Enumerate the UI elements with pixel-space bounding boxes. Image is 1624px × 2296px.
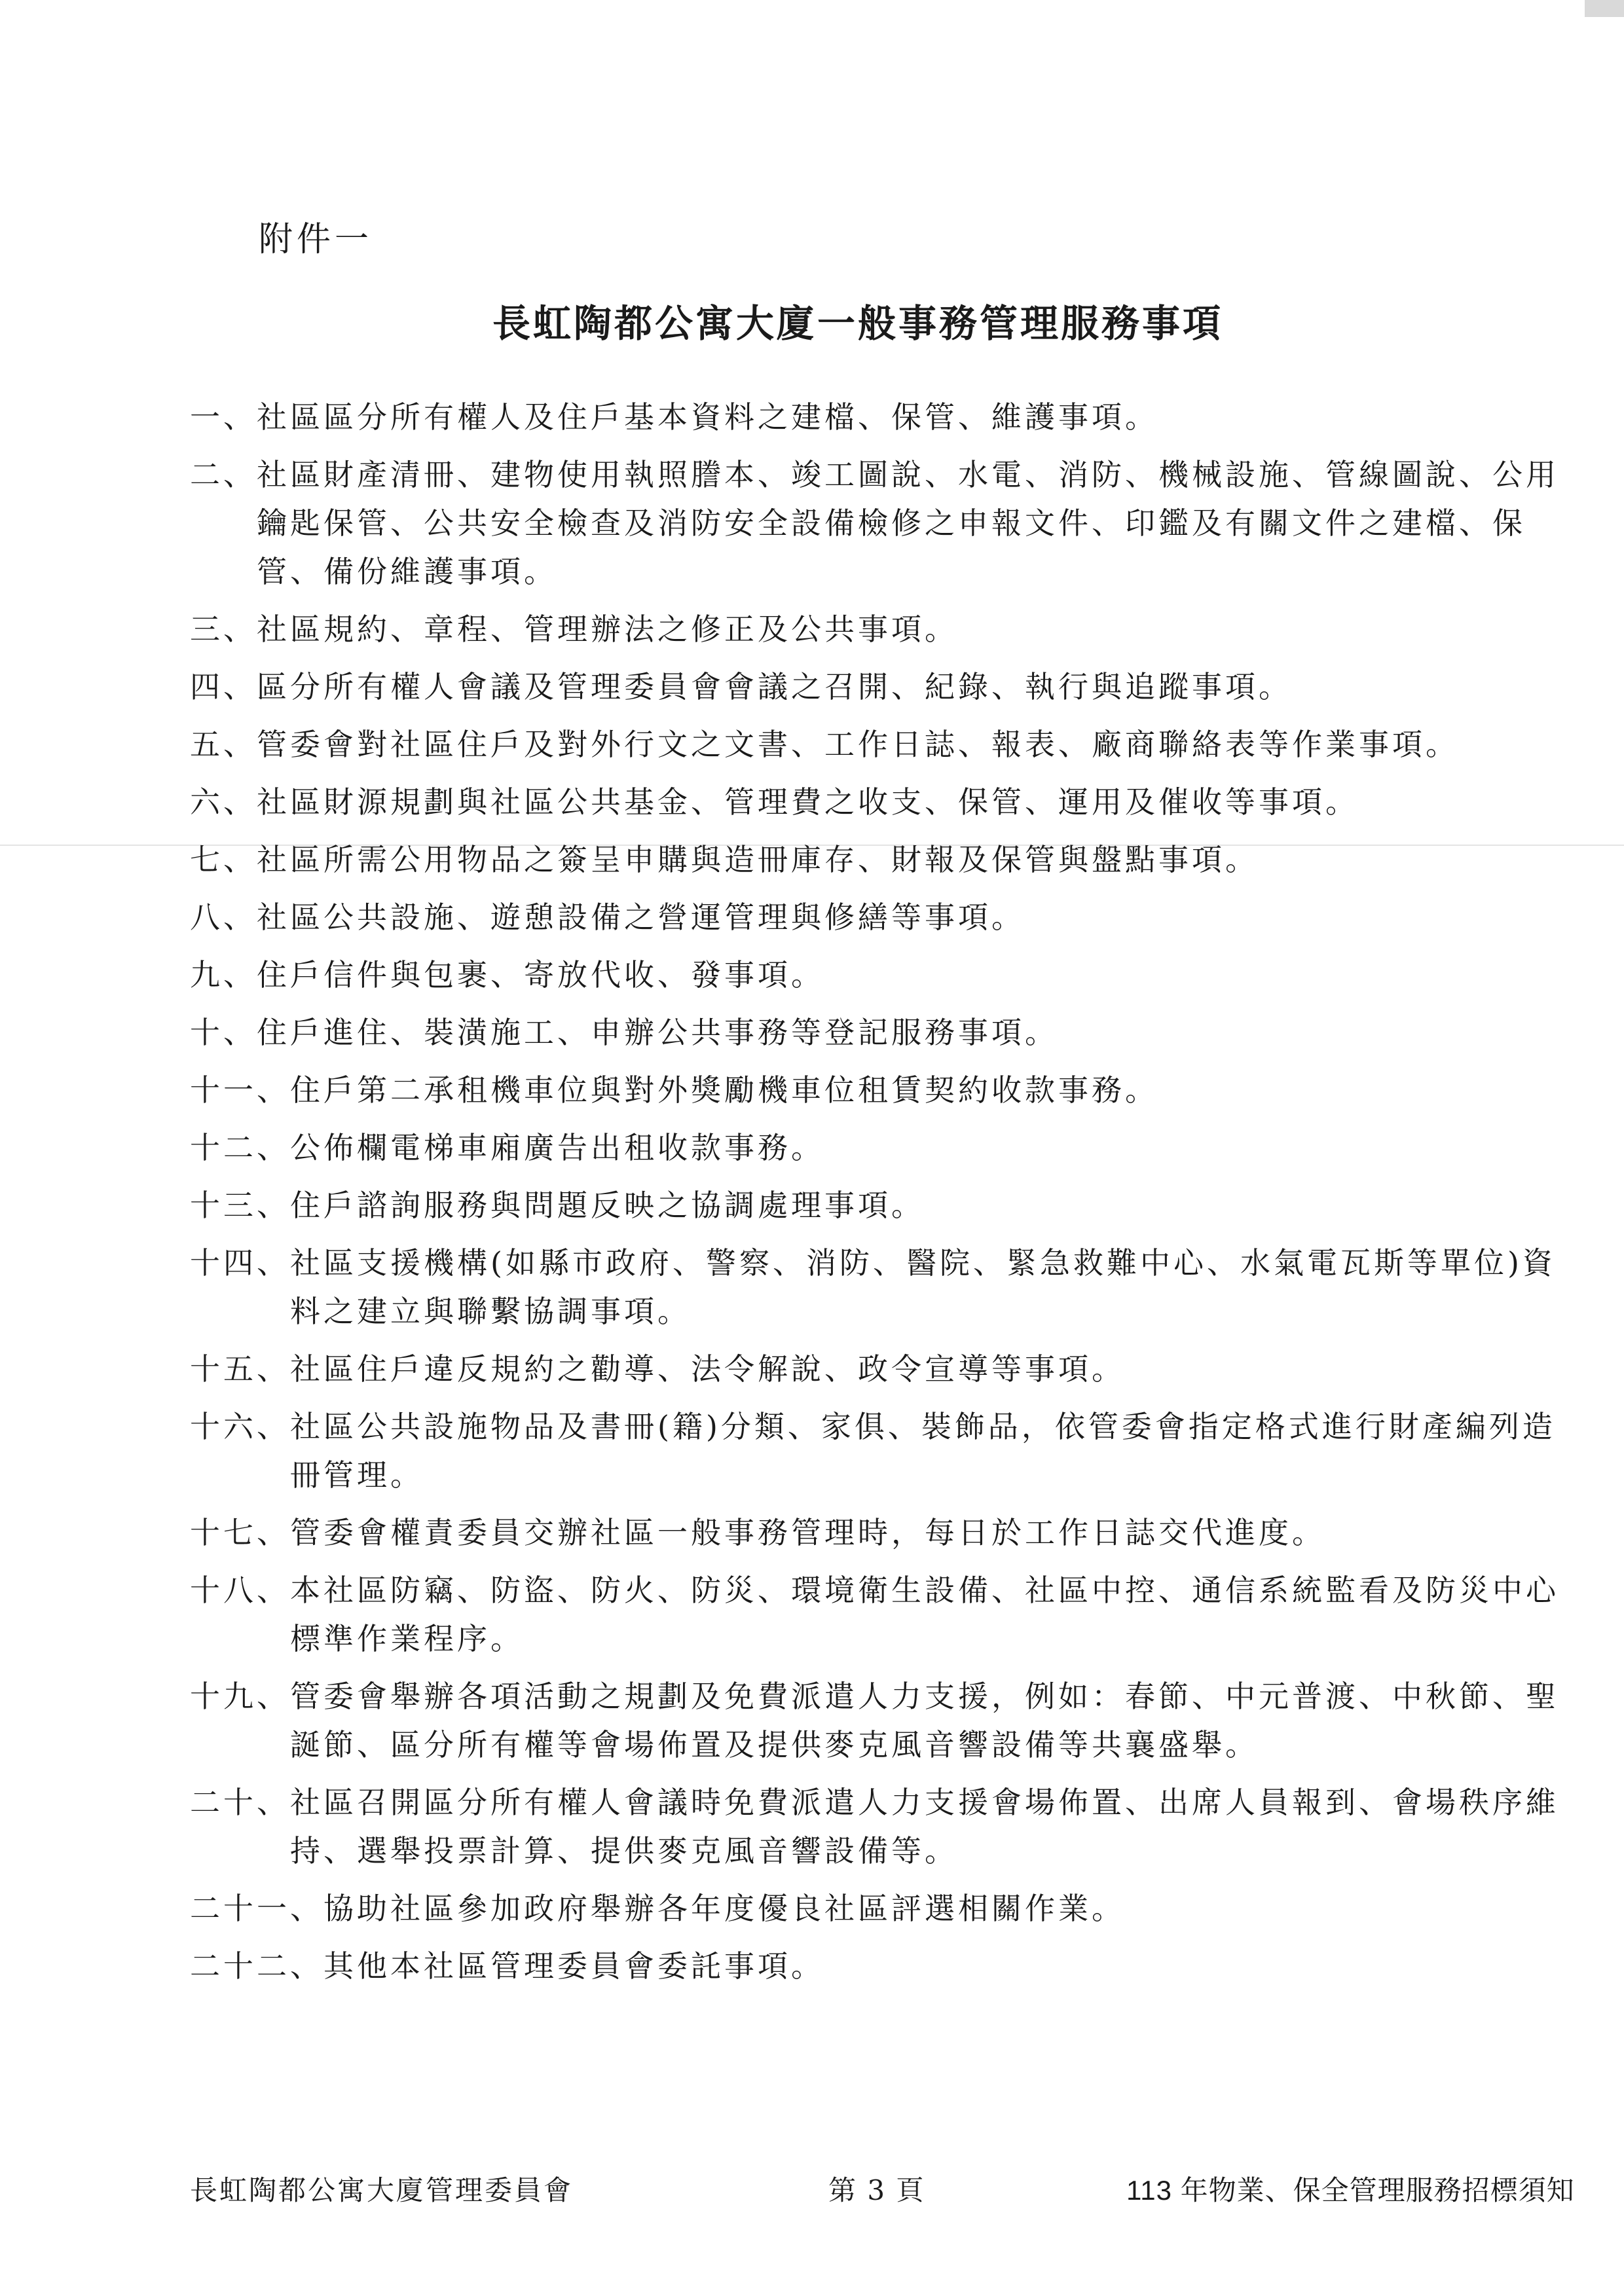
item-number: 十六、 — [190, 1409, 290, 1444]
item-number: 七、 — [190, 842, 257, 877]
item-number: 十三、 — [190, 1188, 290, 1223]
item-text: 管委會權責委員交辦社區一般事務管理時，每日於工作日誌交代進度。 — [290, 1515, 1325, 1550]
item-number: 十、 — [190, 1015, 257, 1050]
item-number: 十四、 — [190, 1245, 290, 1281]
list-item — [190, 663, 1572, 711]
list-item — [190, 720, 1572, 769]
footer-organization: 長虹陶都公寓大廈管理委員會 — [190, 2174, 574, 2206]
item-number: 十九、 — [190, 1679, 290, 1714]
item-number: 二、 — [190, 457, 257, 492]
item-text: 社區住戶違反規約之勸導、法令解說、政令宣導等事項。 — [290, 1351, 1125, 1387]
list-item — [190, 1508, 1572, 1557]
item-text: 本社區防竊、防盜、防火、防災、環境衛生設備、社區中控、通信系統監看及防災中心標準作業程序。 — [290, 1573, 1559, 1656]
scan-corner-mark — [1585, 0, 1624, 17]
item-text: 社區公共設施物品及書冊(籍)分類、家俱、裝飾品，依管委會指定格式進行財產編列造冊管理。 — [290, 1409, 1556, 1493]
item-text: 住戶諮詢服務與問題反映之協調處理事項。 — [290, 1188, 925, 1223]
list-item — [190, 393, 1572, 441]
item-number: 十八、 — [190, 1573, 290, 1608]
list-item — [190, 1778, 1572, 1875]
list-item — [190, 605, 1572, 653]
item-number: 一、 — [190, 399, 257, 435]
item-text: 管委會舉辦各項活動之規劃及免費派遣人力支援，例如：春節、中元普渡、中秋節、聖誕節、區分所有權等會場佈置及提供麥克風音響設備等共襄盛舉。 — [290, 1679, 1559, 1762]
item-number: 五、 — [190, 727, 257, 762]
list-item — [190, 1239, 1572, 1336]
item-number: 二十、 — [190, 1785, 290, 1820]
list-item — [190, 1345, 1572, 1393]
list-item — [190, 1566, 1572, 1663]
item-number: 六、 — [190, 784, 257, 820]
list-item — [190, 893, 1572, 941]
item-text: 社區財產清冊、建物使用執照謄本、竣工圖說、水電、消防、機械設施、管線圖說、公用鑰匙保管、公共安全檢查及消防安全設備檢修之申報文件、印鑑及有關文件之建檔、保管、備份維護事項。 — [257, 457, 1559, 589]
list-item — [190, 1008, 1572, 1057]
item-number: 十七、 — [190, 1515, 290, 1550]
service-item-list — [190, 393, 1572, 1999]
item-text: 住戶信件與包裹、寄放代收、發事項。 — [257, 957, 824, 993]
item-text: 公佈欄電梯車廂廣告出租收款事務。 — [290, 1130, 824, 1165]
list-item — [190, 1066, 1572, 1114]
list-item — [190, 1672, 1572, 1769]
footer-document-name: 113 年物業、保全管理服務招標須知 — [1126, 2175, 1575, 2206]
item-number: 十一、 — [190, 1072, 290, 1108]
list-item — [190, 1123, 1572, 1172]
item-text: 住戶進住、裝潢施工、申辦公共事務等登記服務事項。 — [257, 1015, 1058, 1050]
list-item — [190, 450, 1572, 596]
item-text: 住戶第二承租機車位與對外獎勵機車位租賃契約收款事務。 — [290, 1072, 1158, 1108]
list-item — [190, 1402, 1572, 1499]
item-number: 十二、 — [190, 1130, 290, 1165]
item-text: 協助社區參加政府舉辦各年度優良社區評選相關作業。 — [323, 1891, 1125, 1926]
item-number: 二十二、 — [190, 1948, 323, 1984]
list-item — [190, 835, 1572, 884]
item-text: 其他本社區管理委員會委託事項。 — [323, 1948, 824, 1984]
item-text: 社區公共設施、遊憩設備之營運管理與修繕等事項。 — [257, 900, 1025, 935]
list-item — [190, 778, 1572, 826]
item-number: 八、 — [190, 900, 257, 935]
item-text: 社區召開區分所有權人會議時免費派遣人力支援會場佈置、出席人員報到、會場秩序維持、選舉投票計算、提供麥克風音響設備等。 — [290, 1785, 1559, 1868]
item-text: 社區財源規劃與社區公共基金、管理費之收支、保管、運用及催收等事項。 — [257, 784, 1359, 820]
document-title: 長虹陶都公寓大廈一般事務管理服務事項 — [492, 301, 1223, 346]
item-number: 三、 — [190, 611, 257, 647]
item-number: 四、 — [190, 669, 257, 704]
item-number: 二十一、 — [190, 1891, 323, 1926]
list-item — [190, 1942, 1572, 1990]
item-text: 社區規約、章程、管理辦法之修正及公共事項。 — [257, 611, 958, 647]
item-text: 區分所有權人會議及管理委員會會議之召開、紀錄、執行與追蹤事項。 — [257, 669, 1292, 704]
item-text: 社區所需公用物品之簽呈申購與造冊庫存、財報及保管與盤點事項。 — [257, 842, 1259, 877]
item-text: 社區區分所有權人及住戶基本資料之建檔、保管、維護事項。 — [257, 399, 1158, 435]
list-item — [190, 1181, 1572, 1230]
footer-page-number: 第 3 頁 — [828, 2174, 925, 2206]
item-number: 十五、 — [190, 1351, 290, 1387]
item-number: 九、 — [190, 957, 257, 993]
attachment-label: 附件一 — [259, 220, 373, 259]
list-item — [190, 1884, 1572, 1933]
item-text: 管委會對社區住戶及對外行文之文書、工作日誌、報表、廠商聯絡表等作業事項。 — [257, 727, 1459, 762]
item-text: 社區支援機構(如縣市政府、警察、消防、醫院、緊急救難中心、水氣電瓦斯等單位)資料之建立與聯繫協調事項。 — [290, 1245, 1556, 1329]
list-item — [190, 951, 1572, 999]
